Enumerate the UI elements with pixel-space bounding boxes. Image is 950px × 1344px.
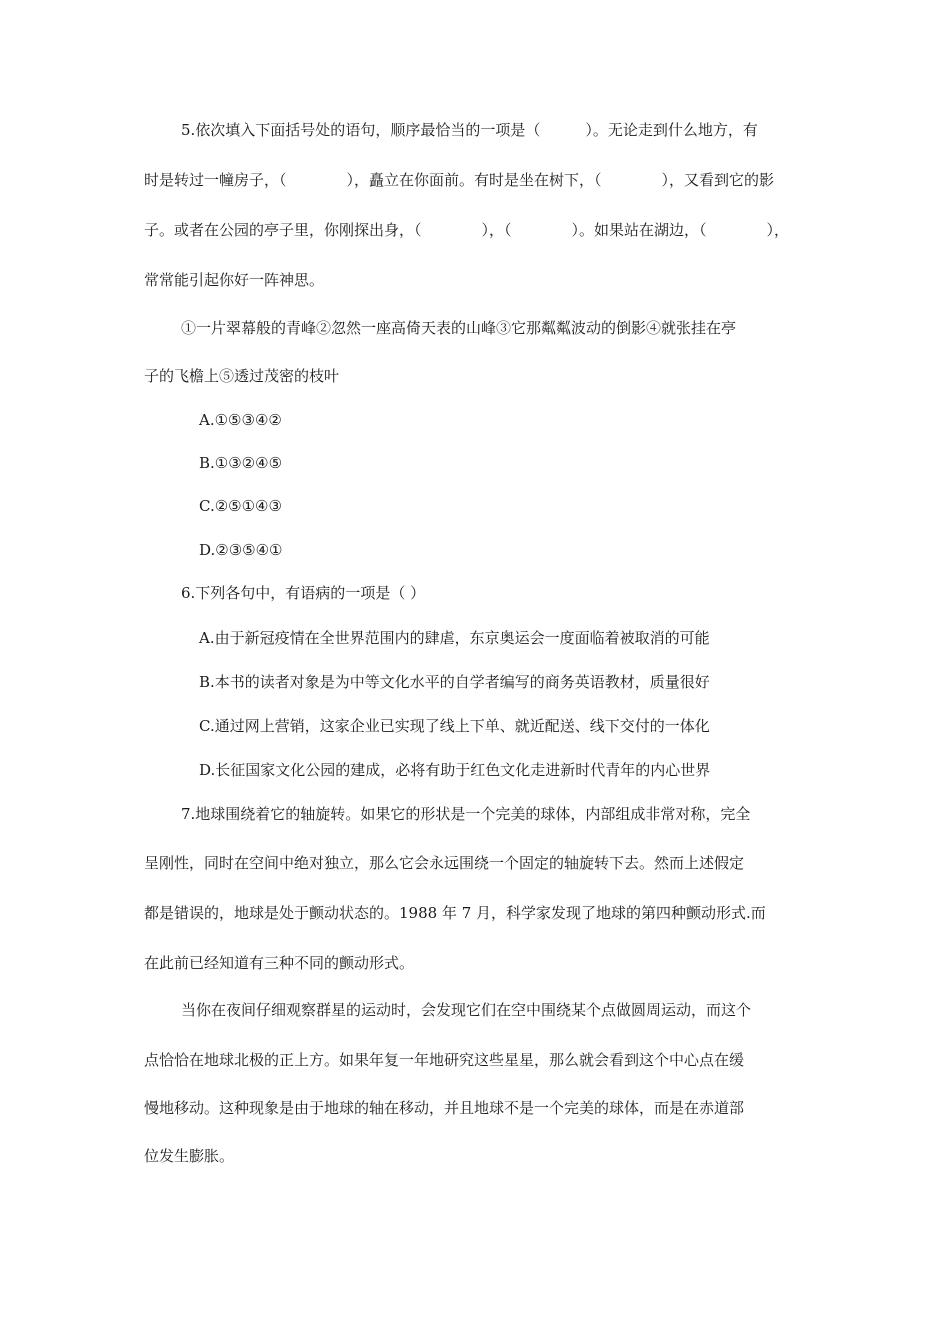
q7-para1-line-3: 都是错误的，地球是处于颤动状态的。1988 年 7 月，科学家发现了地球的第四种颤动形式.而 xyxy=(144,904,766,922)
q6-option-a: A.由于新冠疫情在全世界范围内的肆虐，东京奥运会一度面临着被取消的可能 xyxy=(199,629,710,647)
q6-stem: 6.下列各句中，有语病的一项是（ ） xyxy=(181,584,426,602)
q6-option-d: D.长征国家文化公园的建成，必将有助于红色文化走进新时代青年的内心世界 xyxy=(199,761,711,779)
q5-items-line-1: ①一片翠幕般的青峰②忽然一座高倚天表的山峰③它那粼粼波动的倒影④就张挂在亭 xyxy=(181,319,737,337)
q5-option-c: C.②⑤①④③ xyxy=(199,497,282,515)
q7-para2-line-1: 当你在夜间仔细观察群星的运动时，会发现它们在空中围绕某个点做圆周运动，而这个 xyxy=(181,1001,752,1019)
q7-para1-line-2: 呈刚性，同时在空间中绝对独立，那么它会永远围绕一个固定的轴旋转下去。然而上述假定 xyxy=(144,854,745,872)
q5-stem-line-2: 时是转过一幢房子，（ ），矗立在你面前。有时是坐在树下，（ ），又看到它的影 xyxy=(144,171,775,189)
q7-para1-line-4: 在此前已经知道有三种不同的颤动形式。 xyxy=(144,954,415,972)
q5-option-a: A.①⑤③④② xyxy=(199,411,282,429)
q6-option-c: C.通过网上营销，这家企业已实现了线上下单、就近配送、线下交付的一体化 xyxy=(199,717,710,735)
q5-items-line-2: 子的飞檐上⑤透过茂密的枝叶 xyxy=(144,367,340,385)
q5-stem-line-3: 子。或者在公园的亭子里，你刚探出身，（ ），（ ）。如果站在湖边，（ ）， xyxy=(144,221,790,239)
q5-option-d: D.②③⑤④① xyxy=(199,541,283,559)
q7-para2-line-3: 慢地移动。这种现象是由于地球的轴在移动，并且地球不是一个完美的球体，而是在赤道部 xyxy=(144,1099,745,1117)
q5-stem-line-1: 5.依次填入下面括号处的语句，顺序最恰当的一项是（ ）。无论走到什么地方，有 xyxy=(181,121,758,139)
q7-para2-line-2: 点恰恰在地球北极的正上方。如果年复一年地研究这些星星，那么就会看到这个中心点在缓 xyxy=(144,1051,745,1069)
q5-stem-line-4: 常常能引起你好一阵神思。 xyxy=(144,271,325,289)
q7-para1-line-1: 7.地球围绕着它的轴旋转。如果它的形状是一个完美的球体，内部组成非常对称，完全 xyxy=(181,805,751,823)
q7-para2-line-4: 位发生膨胀。 xyxy=(144,1147,235,1165)
q5-option-b: B.①③②④⑤ xyxy=(199,454,283,472)
q6-option-b: B.本书的读者对象是为中等文化水平的自学者编写的商务英语教材，质量很好 xyxy=(199,673,710,691)
